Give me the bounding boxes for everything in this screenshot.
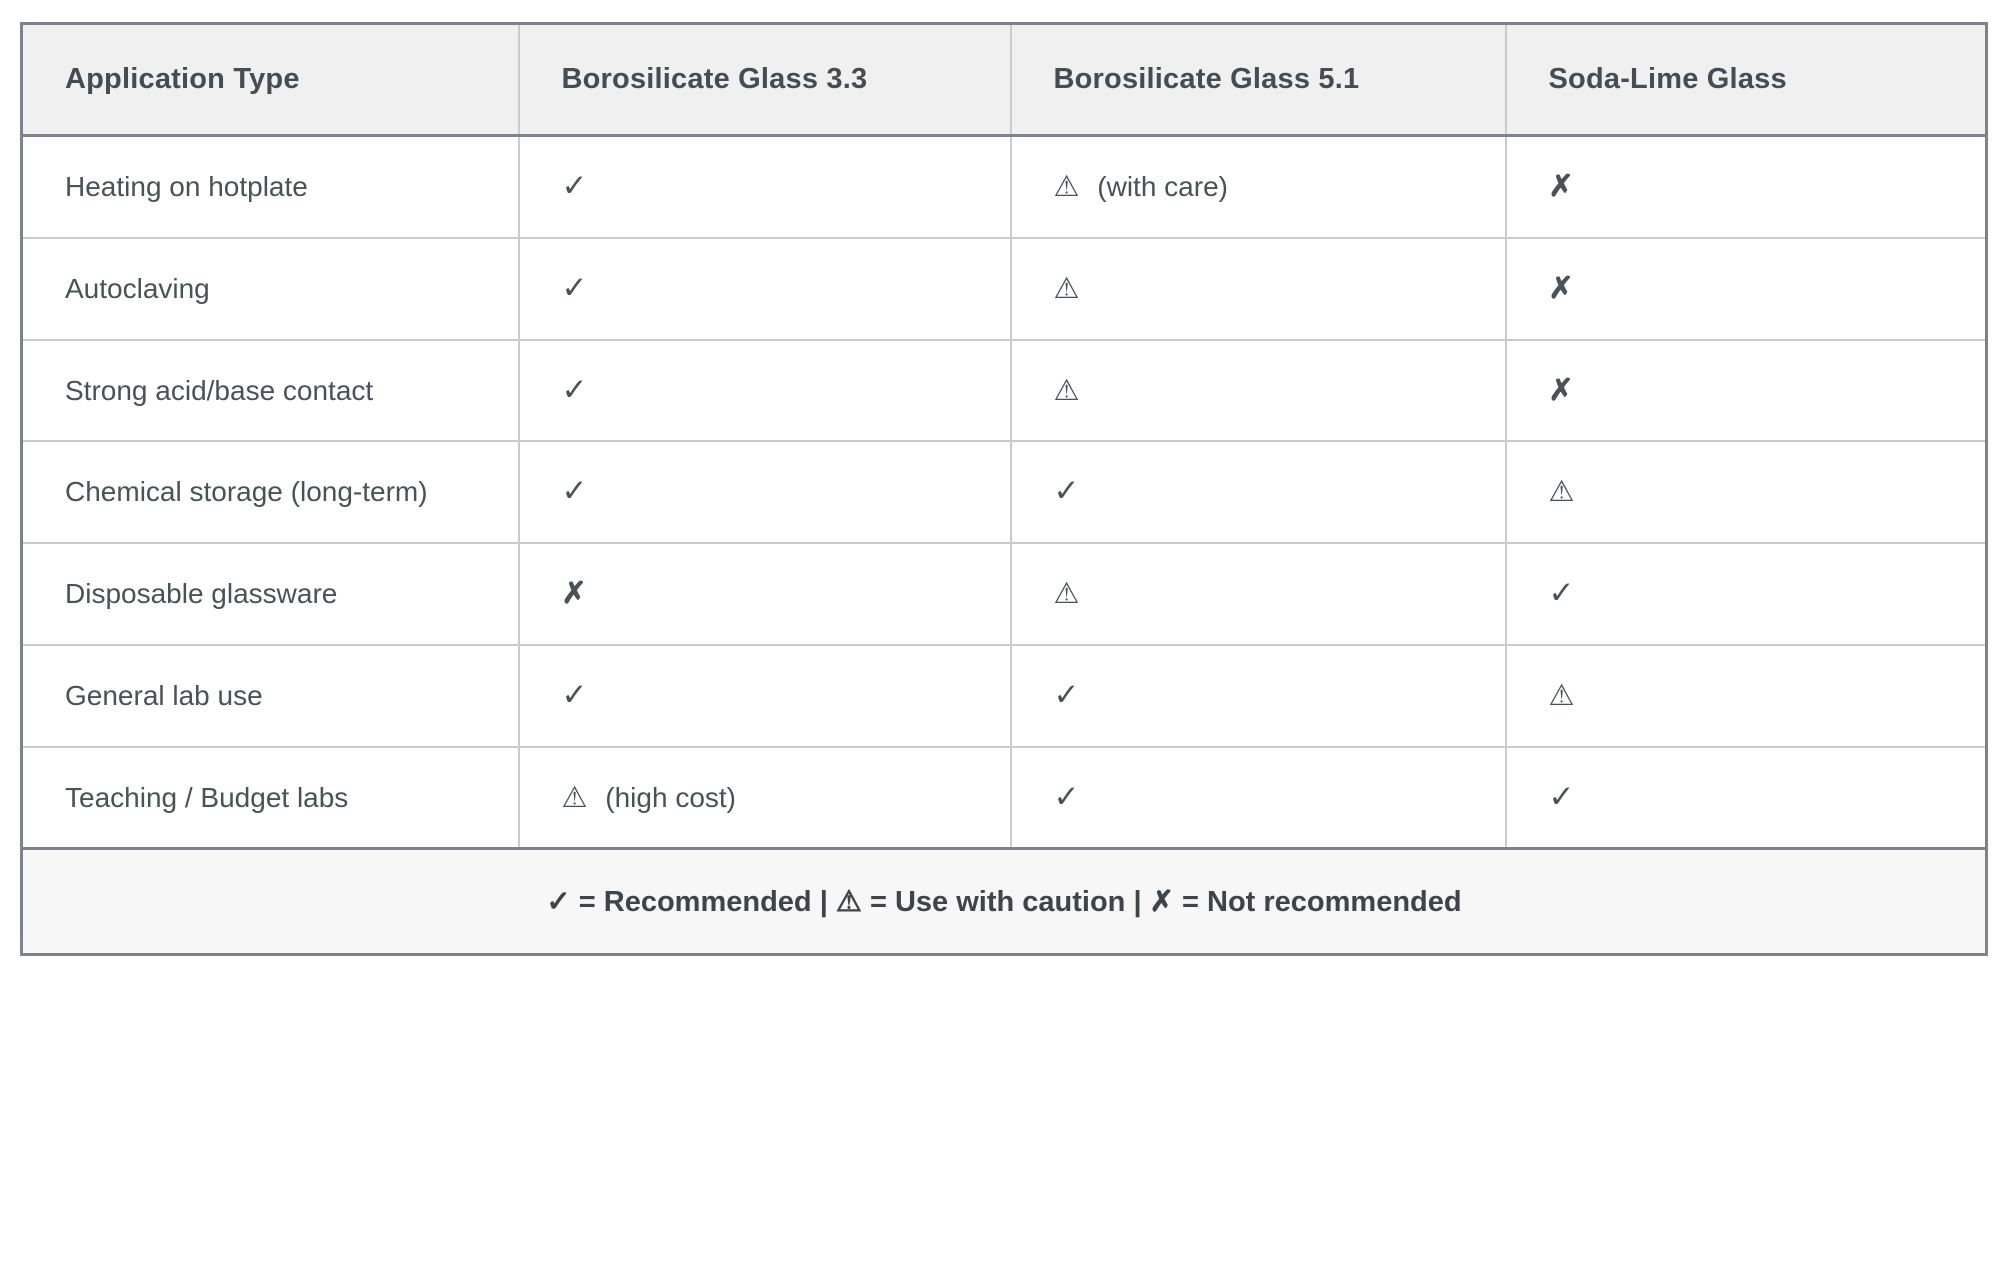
column-header-soda-lime: Soda-Lime Glass	[1506, 24, 1987, 136]
cell-boro33	[519, 136, 1011, 238]
cell-soda	[1506, 136, 1987, 238]
rating-symbol: ✓	[1548, 575, 1575, 610]
cell-boro51	[1011, 543, 1506, 645]
legend-separator-1: |	[819, 886, 828, 919]
cell-boro33	[519, 340, 1011, 442]
table-row	[22, 136, 1987, 238]
legend-warning-label: = Use with caution	[869, 886, 1126, 919]
rating-symbol: ✗	[1548, 373, 1574, 407]
table-row	[22, 645, 1987, 747]
legend-row	[22, 849, 1987, 955]
rating-symbol: ✓	[561, 269, 588, 305]
rating-symbol: ✓	[561, 371, 588, 407]
rating-symbol: ⚠	[1053, 171, 1080, 203]
cell-boro51	[1011, 238, 1506, 340]
cell-soda	[1506, 441, 1987, 543]
cell-boro51	[1011, 441, 1506, 543]
cell-boro51	[1011, 136, 1506, 238]
rating-symbol: ⚠	[1548, 476, 1575, 509]
cell-boro33	[519, 238, 1011, 340]
rating-symbol: ✗	[1548, 271, 1574, 305]
cell-boro51	[1011, 340, 1506, 442]
table-row	[22, 340, 1987, 442]
column-header-borosilicate-33: Borosilicate Glass 3.3	[519, 24, 1011, 136]
rating-note: (with care)	[1097, 171, 1228, 202]
cell-soda	[1506, 645, 1987, 747]
rating-symbol: ✓	[1053, 676, 1080, 712]
rating-symbol: ⚠	[561, 781, 588, 814]
rating-symbol: ✓	[561, 168, 588, 203]
table-row	[22, 441, 1987, 543]
table-header	[22, 24, 1987, 136]
rating-symbol: ⚠	[1053, 272, 1080, 305]
rating-symbol: ✓	[561, 676, 588, 712]
table-row	[22, 543, 1987, 645]
column-header-borosilicate-51: Borosilicate Glass 5.1	[1011, 24, 1506, 136]
cell-application: Disposable glassware	[22, 543, 519, 645]
rating-symbol: ✓	[1053, 473, 1080, 509]
cell-boro33	[519, 543, 1011, 645]
cell-application: General lab use	[22, 645, 519, 747]
cell-soda	[1506, 238, 1987, 340]
table-body	[22, 136, 1987, 849]
rating-note: (high cost)	[605, 781, 736, 813]
table-footer	[22, 849, 1987, 955]
cell-application: Chemical storage (long-term)	[22, 441, 519, 543]
cell-boro33	[519, 645, 1011, 747]
cell-boro51	[1011, 747, 1506, 849]
rating-symbol: ✓	[1053, 778, 1080, 814]
cell-soda	[1506, 340, 1987, 442]
cell-boro33	[519, 747, 1011, 849]
legend-cross-icon: ✗	[1149, 886, 1174, 919]
legend-check-label: = Recommended	[578, 886, 812, 919]
table-row	[22, 747, 1987, 849]
legend-separator-2: |	[1133, 886, 1142, 919]
cell-application: Teaching / Budget labs	[22, 747, 519, 849]
legend-warning-icon: ⚠	[835, 886, 862, 919]
rating-symbol: ✗	[1548, 170, 1574, 203]
cell-boro51	[1011, 645, 1506, 747]
rating-symbol: ✓	[1548, 778, 1575, 814]
rating-symbol: ✗	[561, 577, 587, 610]
cell-application: Heating on hotplate	[22, 136, 519, 238]
rating-symbol: ✓	[561, 473, 588, 509]
legend	[22, 849, 1987, 955]
rating-symbol: ⚠	[1053, 578, 1080, 610]
cell-boro33	[519, 441, 1011, 543]
glass-compatibility-table	[20, 22, 1988, 956]
rating-symbol: ⚠	[1548, 679, 1575, 712]
cell-application: Autoclaving	[22, 238, 519, 340]
column-header-application-type: Application Type	[22, 24, 519, 136]
table-row	[22, 238, 1987, 340]
legend-check-icon: ✓	[546, 886, 571, 919]
cell-soda	[1506, 543, 1987, 645]
rating-symbol: ⚠	[1053, 374, 1080, 407]
cell-application: Strong acid/base contact	[22, 340, 519, 442]
header-row	[22, 24, 1987, 136]
cell-soda	[1506, 747, 1987, 849]
legend-cross-label: = Not recommended	[1182, 886, 1462, 919]
